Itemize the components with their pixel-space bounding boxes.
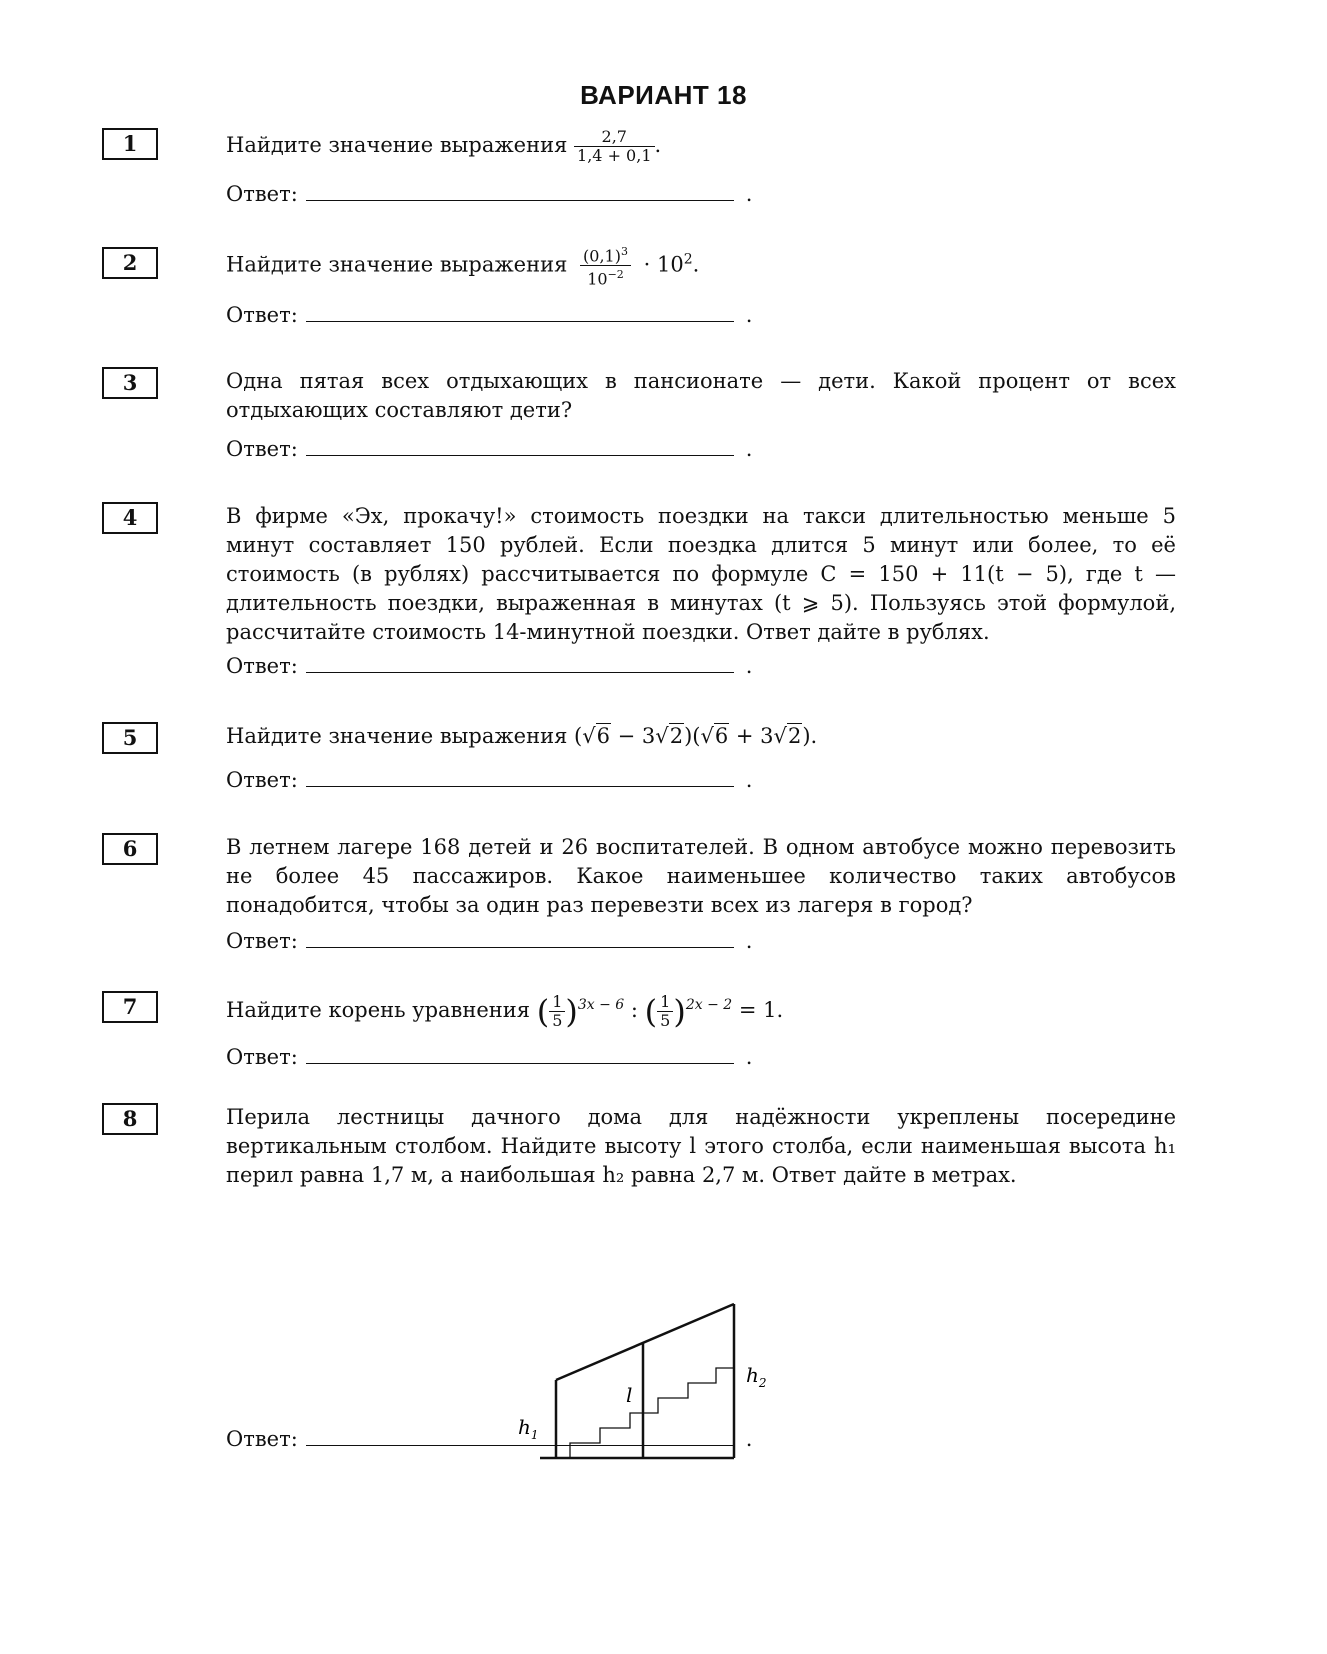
answer-field[interactable]: Ответ: . (226, 925, 752, 953)
fraction: $\frac{2,7}{1,4 + 0,1}$ (574, 128, 654, 165)
answer-field[interactable]: Ответ: . (226, 178, 752, 206)
answer-field[interactable]: Ответ: . (226, 1041, 752, 1069)
task-number: 6 (102, 833, 158, 865)
fraction: $\frac{(0,1)^3}{10^{-2}}$ (580, 243, 631, 289)
task-text: В фирме «Эх, прокачу!» стоимость поездки на такси длительностью меньше 5 минут составляет 150 рублей. Если поездка длится 5 минут или более, то её стоимость (в рублях) рассчитывается по формуле C = 150 + 11(t − 5), где t — длительность поездки, выраженная в минутах (t ⩾ 5). Пользуясь этой формулой, рассчитайте стоимость 14-минутной поездки. Ответ дайте в рублях. (226, 504, 1176, 644)
task-text: Найдите корень уравнения ( $\frac{1}{5}$ )$^{3x - 6}$ : ( $\frac{1}{5}$ )$^{2x - 2}$ = 1. (226, 992, 784, 1031)
task-text: Найдите значение выражения (√6 − 3√2)(√6 + 3√2). (226, 724, 818, 748)
task-number: 8 (102, 1103, 158, 1135)
page-title: ВАРИАНТ 18 (580, 80, 747, 110)
label-l: l (626, 1383, 633, 1407)
task-number: 3 (102, 367, 158, 399)
task-number: 4 (102, 502, 158, 534)
svg-text:h2: $h_2$ (746, 1363, 767, 1390)
answer-field[interactable]: Ответ: . (226, 299, 752, 327)
task-number: 7 (102, 991, 158, 1023)
task-number: 1 (102, 128, 158, 160)
task-text: Перила лестницы дачного дома для надёжности укреплены посередине вертикальным столбом. Найдите высоту l этого столба, если наименьшая высота h₁ перил равна 1,7 м, а наибольшая h₂ равна 2,7 м. Ответ дайте в метрах. (226, 1105, 1176, 1187)
svg-text:h1: $h_1$ (518, 1415, 539, 1442)
task-number: 5 (102, 722, 158, 754)
answer-field[interactable]: Ответ: . (226, 650, 752, 678)
answer-field[interactable]: Ответ: . (226, 433, 752, 461)
task-text: Найдите значение выражения $\frac{(0,1)^3}{10^{-2}}$ · $10^2$. (226, 245, 700, 289)
task-text: В летнем лагере 168 детей и 26 воспитателей. В одном автобусе можно перевозить не более 45 пассажиров. Какое наименьшее количество таких автобусов понадобится, чтобы за один раз перевезти всех из лагеря в город? (226, 835, 1176, 917)
task-text: Одна пятая всех отдыхающих в пансионате — дети. Какой процент от всех отдыхающих составляют дети? (226, 369, 1176, 422)
task-number: 2 (102, 247, 158, 279)
answer-field-task-8[interactable]: Ответ: . (226, 1423, 752, 1451)
answer-field[interactable]: Ответ: . (226, 764, 752, 792)
task-text: Найдите значение выражения $\frac{2,7}{1,4 + 0,1}$ . (226, 127, 662, 165)
